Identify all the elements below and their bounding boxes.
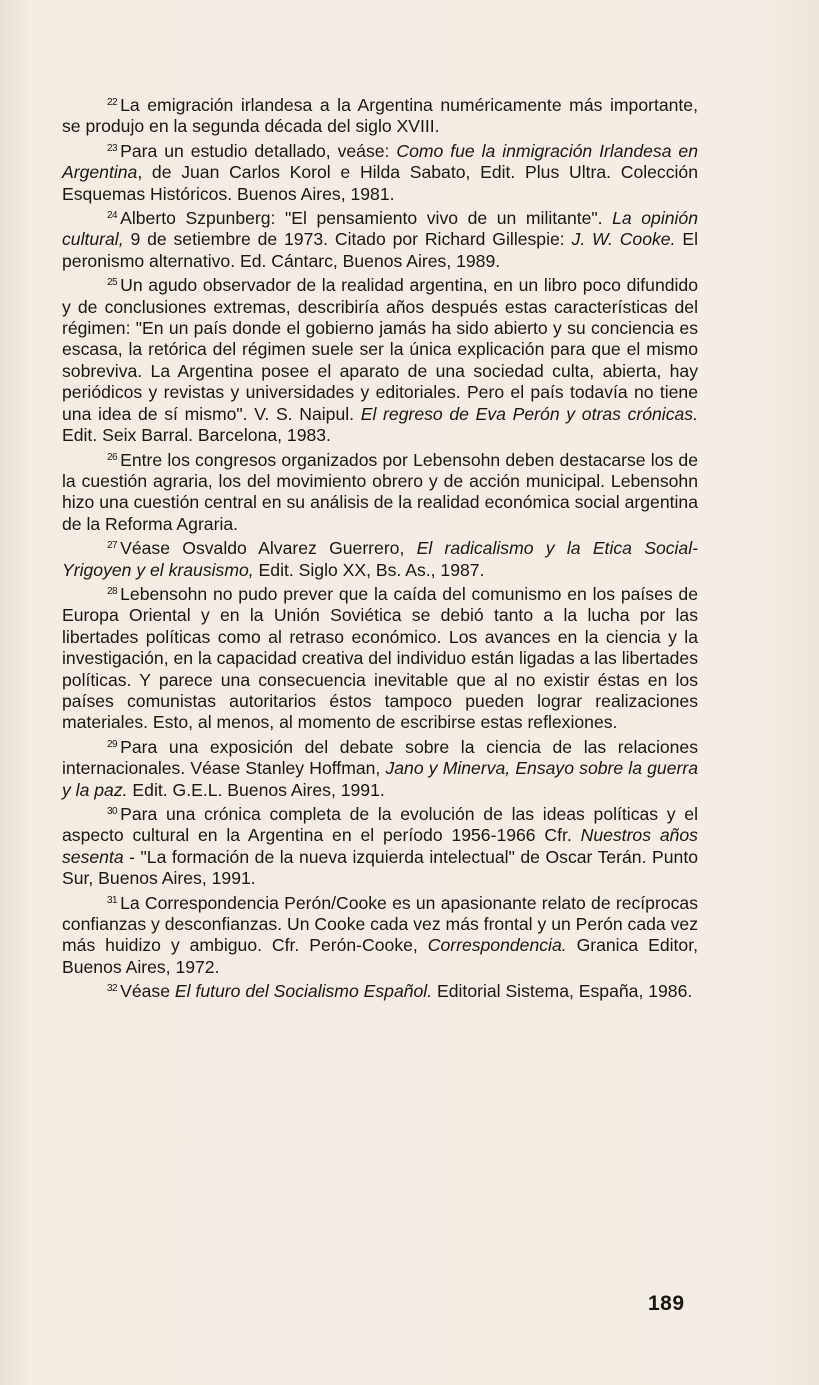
footnote-text: Véase Osvaldo Alvarez Guerrero, — [120, 538, 417, 559]
footnote-text: Entre los congresos organizados por Lebensohn deben destacarse los de la cuestión agraria, los del movimiento obrero y de acción municipal. Lebensohn hizo una cuestión central en su análisis de la realidad económica social argentina de la Reforma Agraria. — [62, 449, 698, 534]
footnote-27 — [62, 535, 698, 581]
footnote-text: El peronismo alternativo. Ed. Cántarc, Buenos Aires, 1989. — [62, 229, 698, 271]
footnote-text: Edit. Siglo XX, Bs. As., 1987. — [253, 559, 485, 580]
footnote-title: El regreso de Eva Perón y otras crónicas. — [360, 403, 698, 424]
footnote-number: 23 — [107, 142, 118, 154]
footnote-title: Nuestros años sesenta — [62, 825, 698, 867]
footnote-title: Jano y Minerva, Ensayo sobre la guerra y la paz. — [62, 758, 699, 800]
footnote-title: J. W. Cooke. — [571, 229, 676, 250]
footnote-text: Alberto Szpunberg: "El pensamiento vivo de un militante". — [120, 208, 613, 229]
footnote-number: 29 — [107, 738, 118, 750]
footnote-24 — [62, 205, 698, 272]
footnote-text: 9 de setiembre de 1973. Citado por Richard Gillespie: — [123, 229, 572, 250]
footnote-title: La opinión cultural, — [62, 208, 699, 250]
footnote-number: 28 — [107, 585, 118, 597]
footnote-text: Granica Editor, Buenos Aires, 1972. — [62, 935, 698, 977]
footnote-number: 22 — [107, 97, 118, 108]
footnote-28 — [62, 581, 698, 734]
page-number: 189 — [648, 1292, 685, 1315]
footnote-text: , de Juan Carlos Korol e Hilda Sabato, Edit. Plus Ultra. Colección Esquemas Históricos. Buenos Aires, 1981. — [62, 162, 698, 204]
footnote-title: Como fue la inmigración Irlandesa en Argentina — [62, 140, 699, 183]
footnote-31 — [62, 890, 698, 979]
footnote-text: Para una crónica completa de la evolución de las ideas políticas y el aspecto cultural en la Argentina en el período 1956-1966 Cfr. — [62, 804, 698, 846]
footnote-text: Un agudo observador de la realidad argentina, en un libro poco difundido y de conclusiones extremas, describiría años después estas características del régimen: "En un país donde el gobierno jamás ha sido abierto y su conciencia es escasa, la retórica del régimen suele ser la única explicación para que el mismo sobreviva. La Argentina posee el aparato de una sociedad culta, abierta, hay periódicos y revistas y universidades y editoriales. Pero el país todavía no tiene una idea de sí mismo". V. S. Naipul. — [62, 275, 698, 424]
footnote-26 — [62, 447, 698, 536]
footnote-23 — [62, 138, 698, 205]
footnote-22 — [62, 92, 698, 138]
footnote-25 — [62, 272, 698, 446]
footnote-number: 24 — [107, 210, 118, 222]
footnote-text: La emigración irlandesa a la Argentina numéricamente más importante, se produjo en la segunda década del siglo XVIII. — [62, 95, 698, 137]
footnote-text: Lebensohn no pudo prever que la caída del comunismo en los países de Europa Oriental y en la Unión Soviética se debió tanto a la lucha por las libertades políticas como al retraso económico. Los avances en la ciencia y la investigación, en la capacidad creativa del individuo están ligadas a las libertades políticas. Y parece una consecuencia inevitable que al no existir éstas en los países comunistas autoritarios éstos tampoco pueden lograr realizaciones materiales. Esto, al menos, al momento de escribirse estas reflexiones. — [62, 583, 698, 733]
footnote-30 — [62, 801, 698, 890]
footnote-number: 31 — [107, 894, 118, 906]
footnote-text: La Correspondencia Perón/Cooke es un apasionante relato de recíprocas confianzas y desconfianzas. Un Cooke cada vez más frontal y un Perón cada vez más huidizo y ambiguo. Cfr. Perón-Cooke, — [62, 892, 698, 956]
footnote-number: 25 — [107, 277, 118, 289]
footnote-title: Correspondencia. — [427, 935, 567, 956]
footnote-text: - "La formación de la nueva izquierda intelectual" de Oscar Terán. Punto Sur, Buenos Aires, 1991. — [62, 846, 698, 889]
footnote-number: 30 — [107, 806, 118, 817]
footnote-text: Para un estudio detallado, veáse: — [120, 140, 397, 161]
footnote-32 — [62, 978, 698, 1002]
footnote-title: El futuro del Socialismo Español. — [174, 981, 433, 1002]
footnote-29 — [62, 734, 698, 801]
footnote-text: Véase — [120, 981, 175, 1002]
footnote-title: El radicalismo y la Etica Social-Yrigoyen y el krausismo, — [62, 538, 698, 580]
footnote-text: Edit. G.E.L. Buenos Aires, 1991. — [127, 779, 385, 800]
footnote-text: Editorial Sistema, España, 1986. — [432, 981, 693, 1002]
footnote-number: 27 — [107, 540, 118, 552]
footnote-number: 26 — [107, 451, 118, 463]
footnote-text: Para una exposición del debate sobre la ciencia de las relaciones internacionales. Véase Stanley Hoffman, — [62, 736, 698, 779]
footnote-text: Edit. Seix Barral. Barcelona, 1983. — [62, 425, 331, 446]
footnote-number: 32 — [107, 983, 118, 995]
footnotes-block — [62, 92, 698, 1003]
